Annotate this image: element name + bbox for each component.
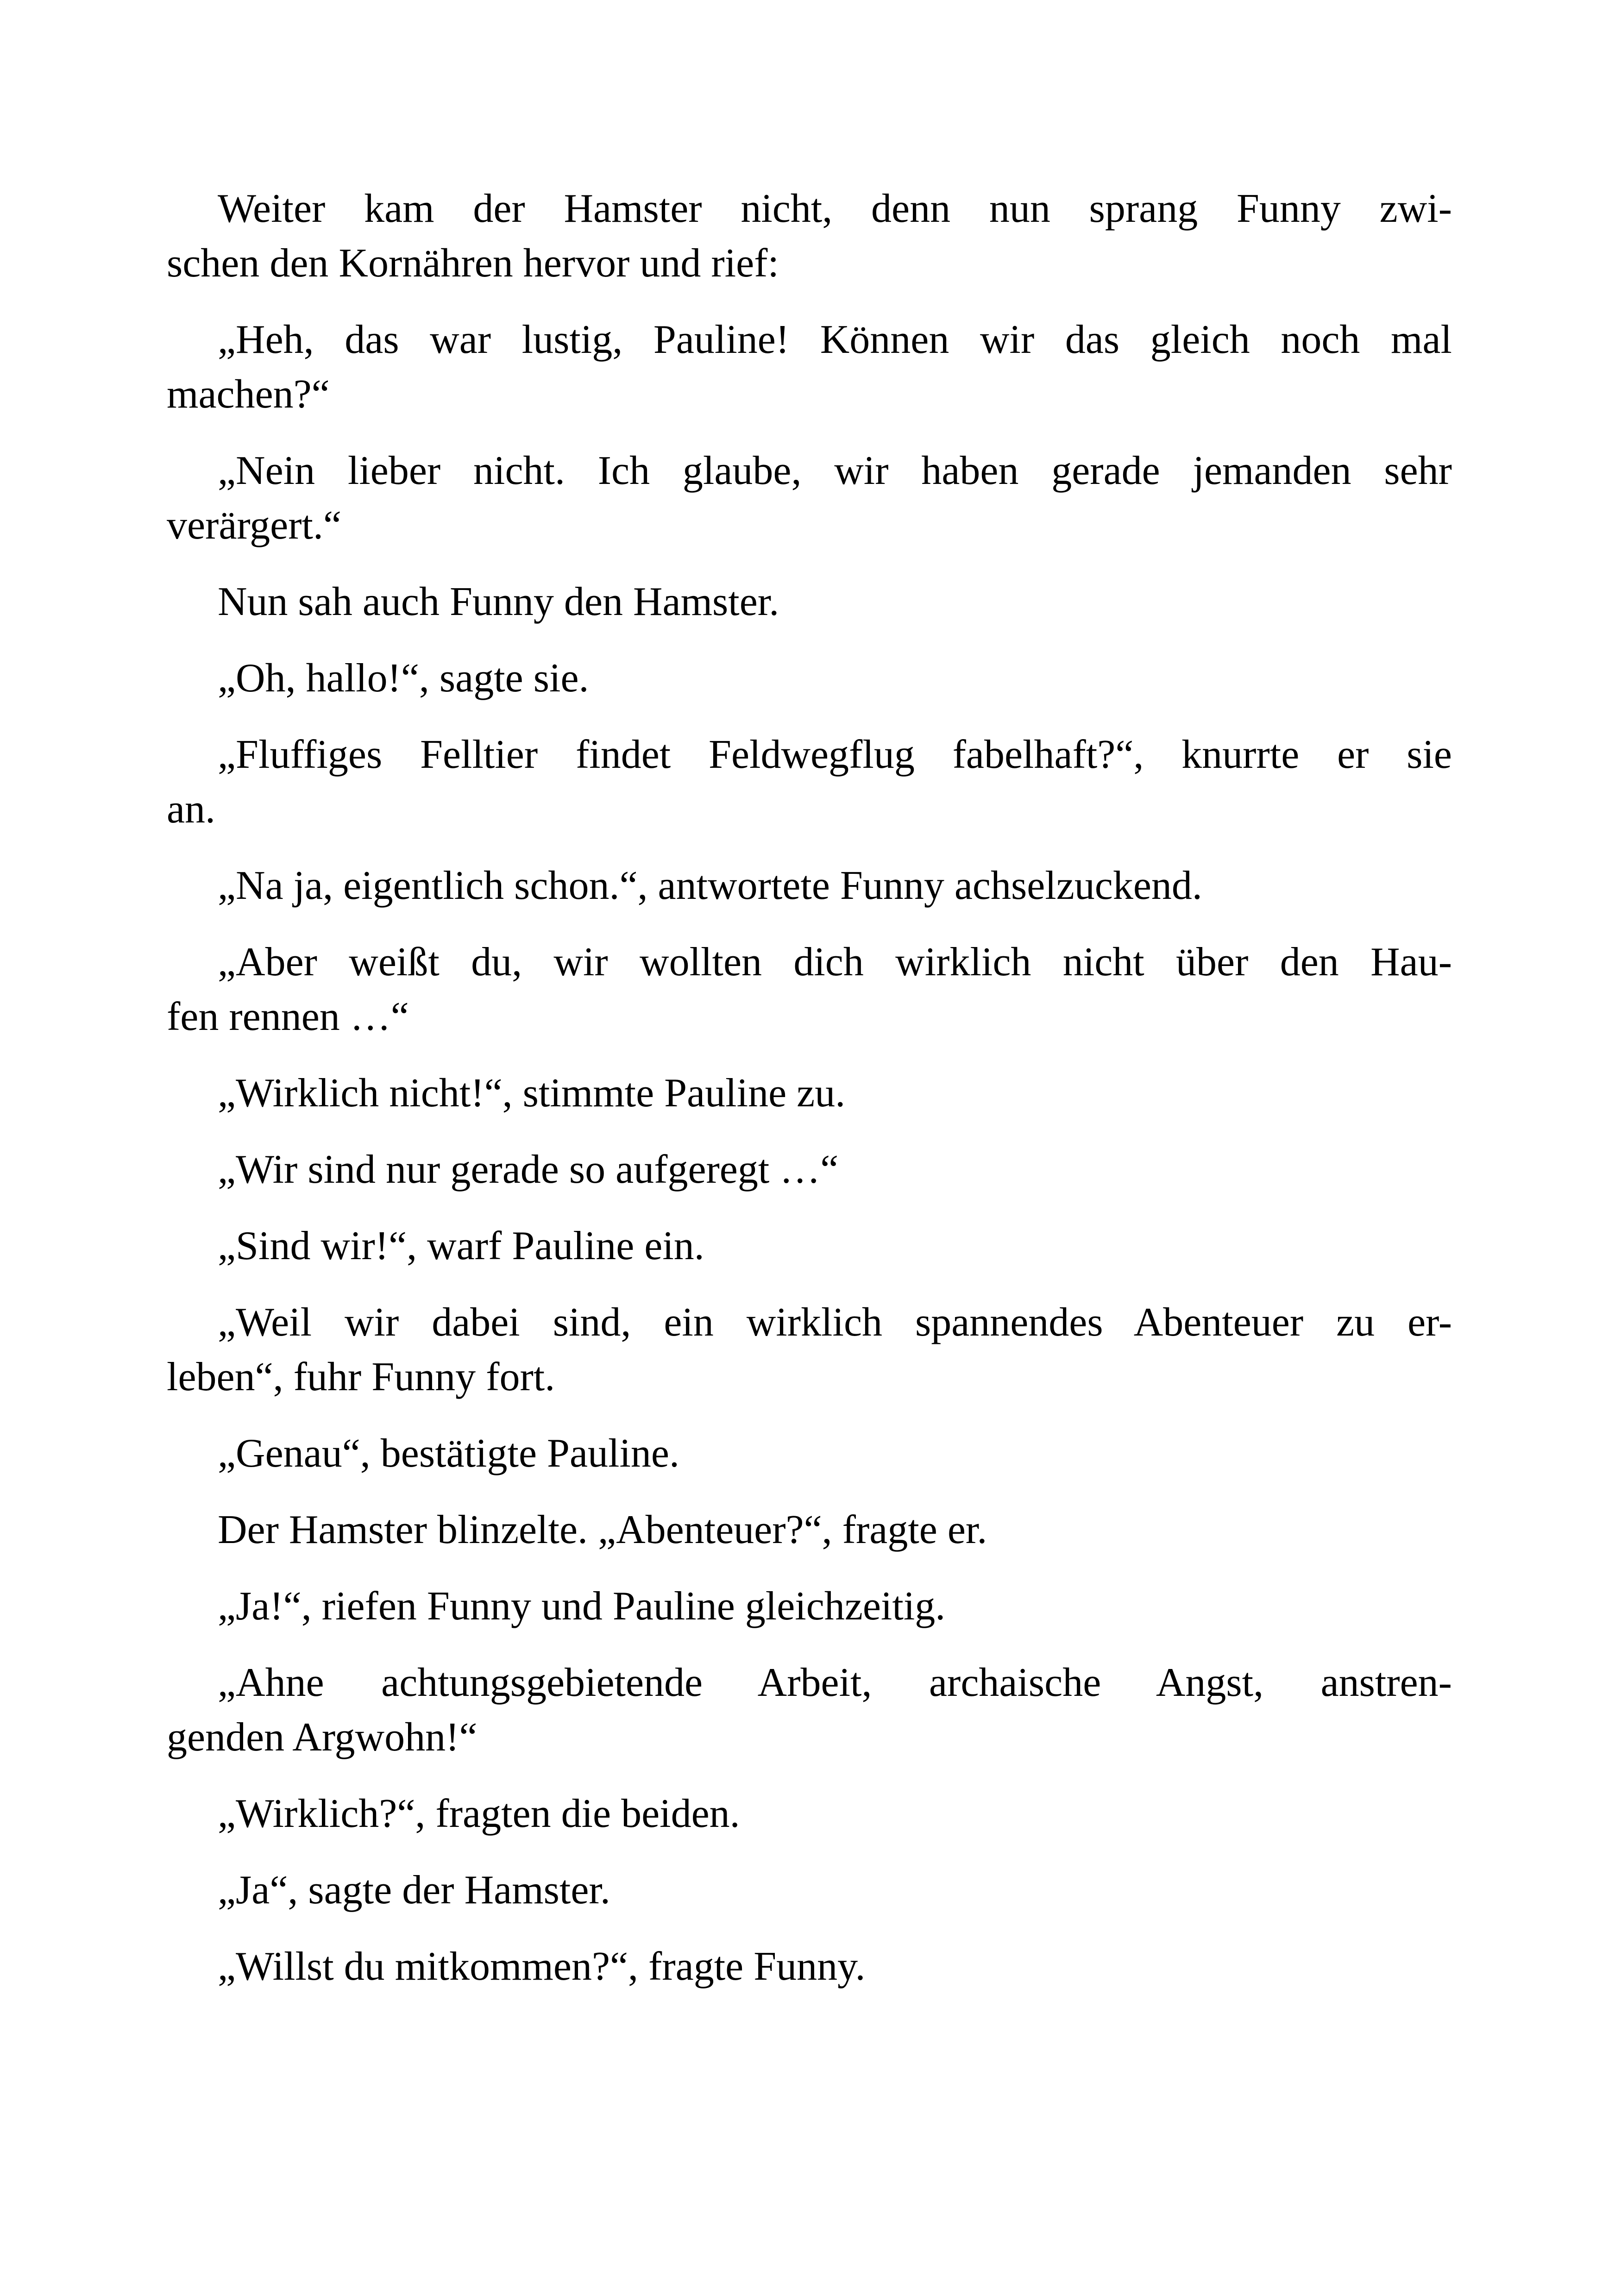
paragraph bbox=[167, 1219, 1452, 1273]
paragraph bbox=[167, 1426, 1452, 1481]
paragraph bbox=[167, 1939, 1452, 1994]
paragraph bbox=[167, 1787, 1452, 1841]
paragraph-line: „Nein lieber nicht. Ich glaube, wir haben gerade jemanden sehr bbox=[218, 448, 1452, 493]
paragraph bbox=[167, 575, 1452, 629]
paragraph bbox=[167, 1142, 1452, 1197]
paragraph bbox=[167, 651, 1452, 706]
paragraph-line: „Oh, hallo!“, sagte sie. bbox=[218, 656, 589, 701]
paragraph-line: Der Hamster blinzelte. „Abenteuer?“, fragte er. bbox=[218, 1507, 987, 1552]
paragraph-line: „Sind wir!“, warf Pauline ein. bbox=[218, 1223, 704, 1268]
paragraph bbox=[167, 313, 1452, 422]
paragraph bbox=[167, 1295, 1452, 1405]
paragraph-line: „Weil wir dabei sind, ein wirklich spannendes Abenteuer zu er- bbox=[218, 1300, 1452, 1345]
paragraph bbox=[167, 182, 1452, 291]
paragraph bbox=[167, 1863, 1452, 1918]
paragraph-line: „Fluffiges Felltier findet Feldwegflug fabelhaft?“, knurrte er sie bbox=[218, 732, 1452, 777]
paragraph-line: „Aber weißt du, wir wollten dich wirklich nicht über den Hau- bbox=[218, 940, 1452, 985]
paragraph-line: „Heh, das war lustig, Pauline! Können wir das gleich noch mal bbox=[218, 317, 1452, 362]
paragraph-line: Nun sah auch Funny den Hamster. bbox=[218, 579, 779, 624]
paragraph-line: „Na ja, eigentlich schon.“, antwortete Funny achselzuckend. bbox=[218, 863, 1202, 908]
paragraph-line: „Wirklich nicht!“, stimmte Pauline zu. bbox=[218, 1071, 846, 1116]
paragraph bbox=[167, 1503, 1452, 1557]
paragraph-line: machen?“ bbox=[167, 372, 330, 417]
paragraph-line: leben“, fuhr Funny fort. bbox=[167, 1355, 555, 1399]
paragraph bbox=[167, 935, 1452, 1044]
paragraph-line: Weiter kam der Hamster nicht, denn nun sprang Funny zwi- bbox=[218, 186, 1452, 231]
paragraph-line: „Ahne achtungsgebietende Arbeit, archaische Angst, anstren- bbox=[218, 1660, 1452, 1705]
paragraph-line: verärgert.“ bbox=[167, 503, 342, 548]
paragraph bbox=[167, 1656, 1452, 1765]
paragraph-line: „Willst du mitkommen?“, fragte Funny. bbox=[218, 1944, 866, 1989]
paragraph-line: „Wirklich?“, fragten die beiden. bbox=[218, 1791, 740, 1836]
paragraph bbox=[167, 444, 1452, 553]
paragraph-line: „Ja!“, riefen Funny und Pauline gleichzeitig. bbox=[218, 1584, 946, 1629]
paragraph-line: fen rennen …“ bbox=[167, 994, 409, 1039]
paragraph bbox=[167, 1066, 1452, 1121]
paragraph-line: genden Argwohn!“ bbox=[167, 1715, 478, 1760]
paragraph bbox=[167, 859, 1452, 913]
paragraph-line: „Ja“, sagte der Hamster. bbox=[218, 1868, 610, 1913]
paragraph-line: „Wir sind nur gerade so aufgeregt …“ bbox=[218, 1147, 839, 1192]
paragraph-line: an. bbox=[167, 787, 216, 832]
paragraph-line: schen den Kornähren hervor und rief: bbox=[167, 241, 779, 286]
paragraph bbox=[167, 1579, 1452, 1634]
paragraph-line: „Genau“, bestätigte Pauline. bbox=[218, 1431, 679, 1476]
paragraph bbox=[167, 728, 1452, 837]
